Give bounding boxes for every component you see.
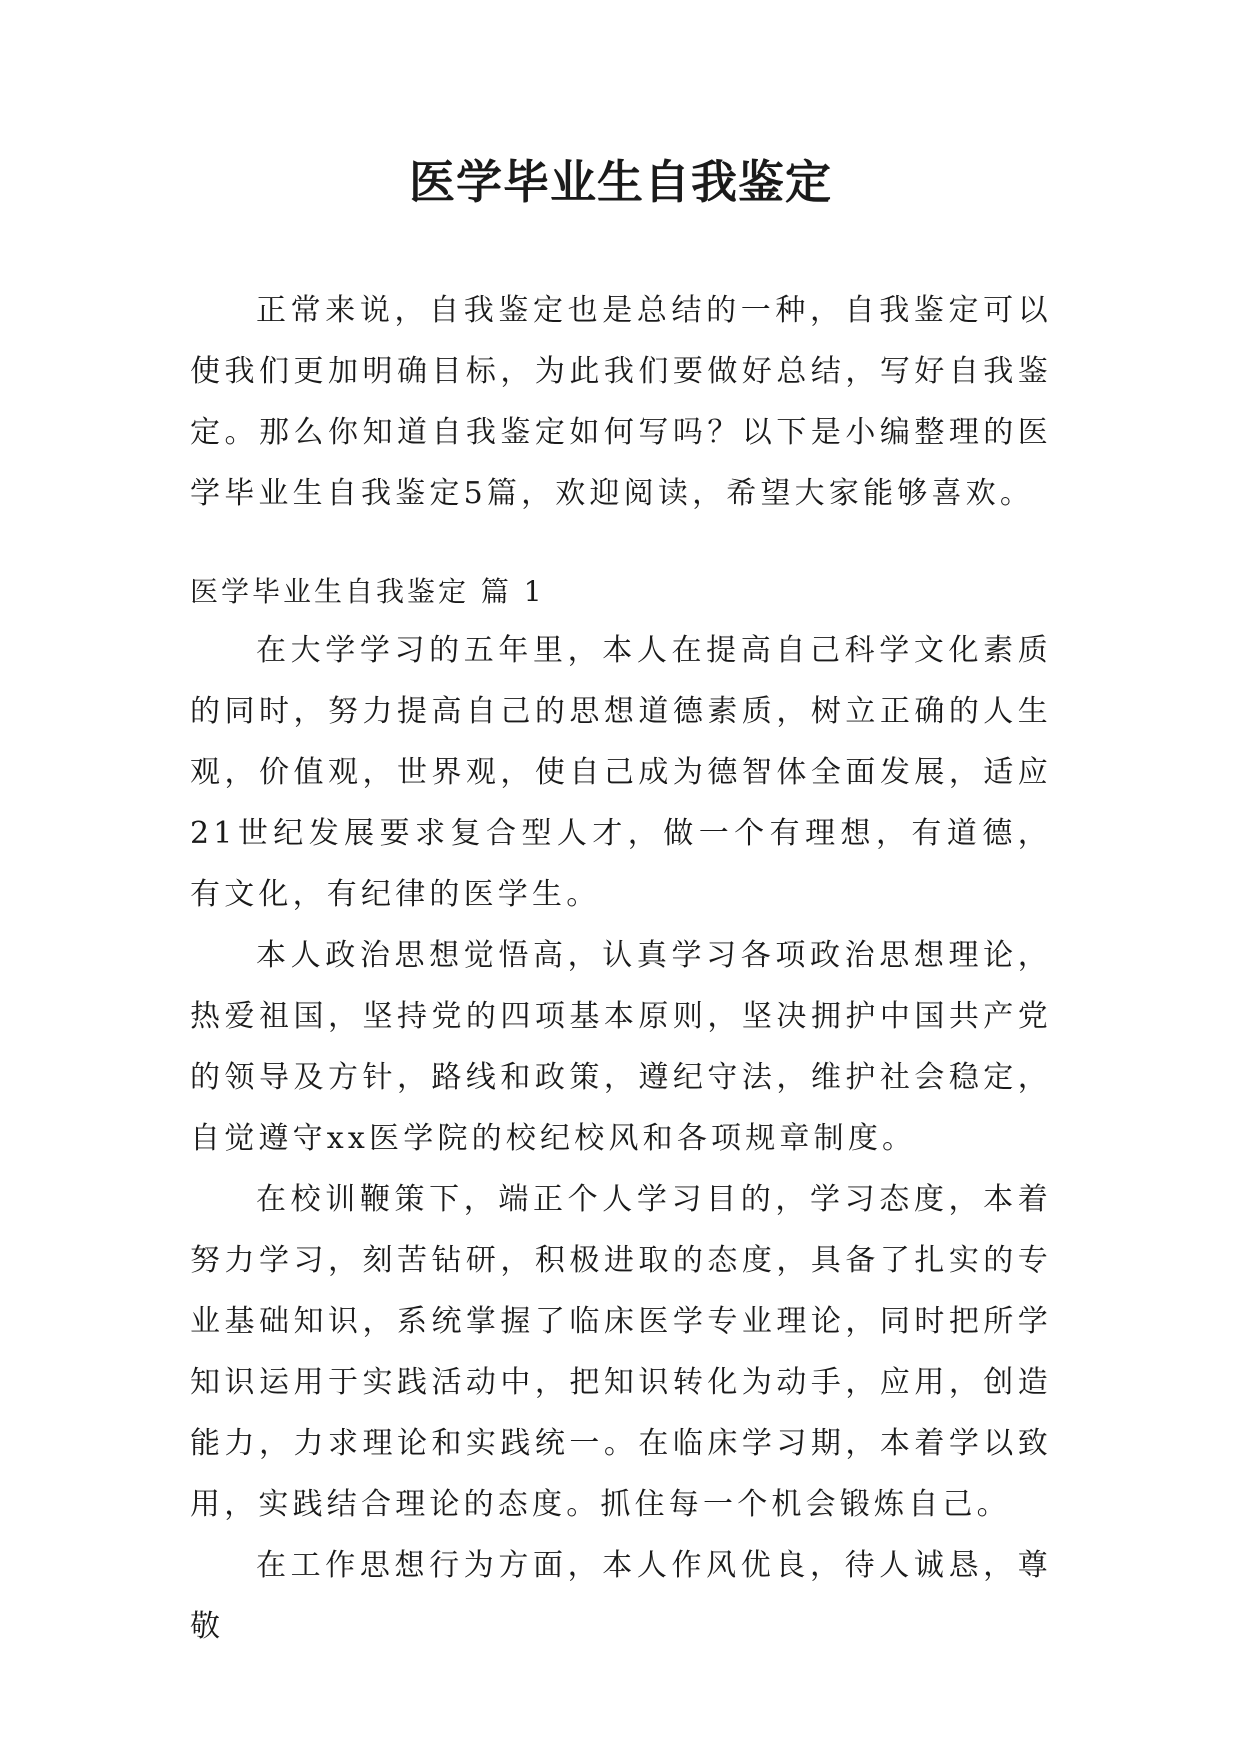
intro-paragraph: 正常来说，自我鉴定也是总结的一种，自我鉴定可以使我们更加明确目标，为此我们要做好总结，写好自我鉴定。那么你知道自我鉴定如何写吗？以下是小编整理的医学毕业生自我鉴定5篇，欢迎阅读，希望大家能够喜欢。 <box>190 293 1052 511</box>
body-paragraph-4: 在工作思想行为方面，本人作风优良，待人诚恳，尊敬 <box>190 1548 1052 1644</box>
body-paragraph-2: 本人政治思想觉悟高，认真学习各项政治思想理论，热爱祖国，坚持党的四项基本原则，坚决拥护中国共产党的领导及方针，路线和政策，遵纪守法，维护社会稳定，自觉遵守xx医学院的校纪校风和各项规章制度。 <box>190 938 1052 1156</box>
section-heading: 医学毕业生自我鉴定 篇 1 <box>190 575 545 608</box>
document-body <box>190 280 1052 1657</box>
document-title: 医学毕业生自我鉴定 <box>409 155 832 209</box>
body-paragraph-3: 在校训鞭策下，端正个人学习目的，学习态度，本着努力学习，刻苦钻研，积极进取的态度，具备了扎实的专业基础知识，系统掌握了临床医学专业理论，同时把所学知识运用于实践活动中，把知识转化为动手，应用，创造能力，力求理论和实践统一。在临床学习期，本着学以致用，实践结合理论的态度。抓住每一个机会锻炼自己。 <box>190 1182 1052 1522</box>
body-paragraph-1: 在大学学习的五年里，本人在提高自己科学文化素质的同时，努力提高自己的思想道德素质，树立正确的人生观，价值观，世界观，使自己成为德智体全面发展，适应21世纪发展要求复合型人才，做一个有理想，有道德，有文化，有纪律的医学生。 <box>190 633 1052 912</box>
